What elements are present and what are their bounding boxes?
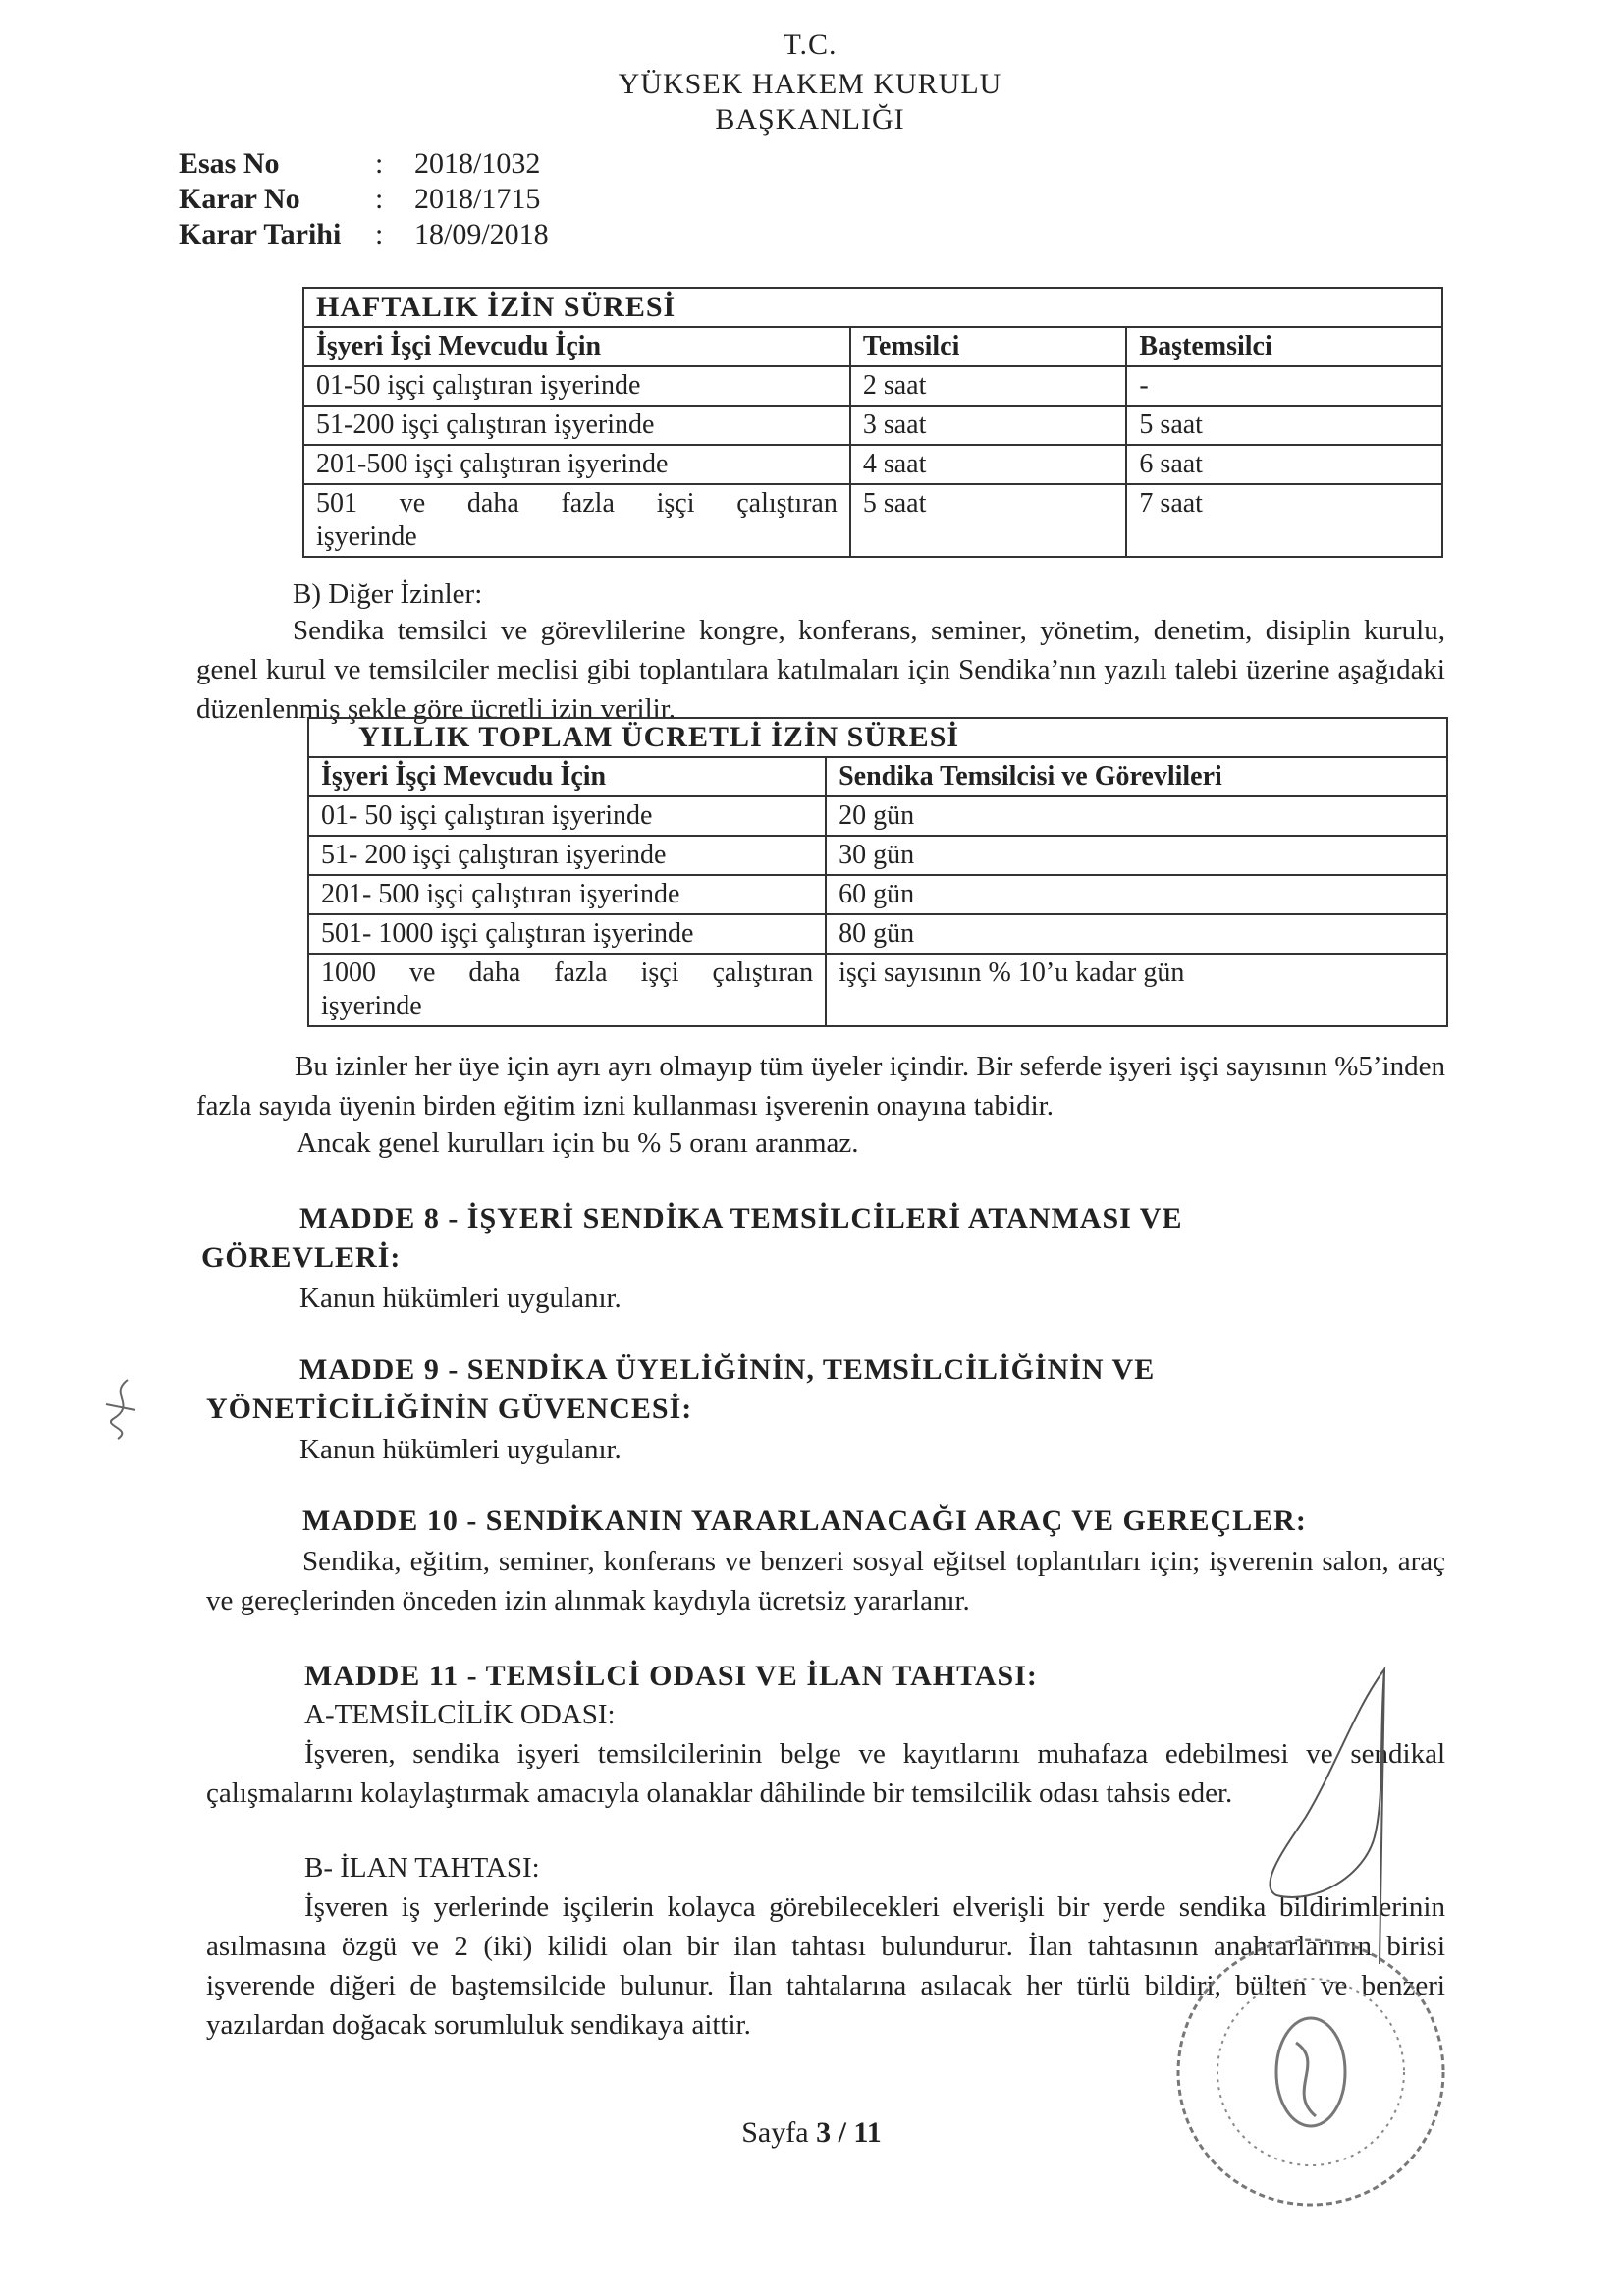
table-row bbox=[303, 406, 1442, 445]
table-cell: 20 gün bbox=[826, 796, 1447, 836]
table-header: İşyeri İşçi Mevcudu İçin bbox=[308, 757, 826, 796]
table-cell: 51-200 işçi çalıştıran işyerinde bbox=[303, 406, 850, 445]
madde-8-title: MADDE 8 - İŞYERİ SENDİKA TEMSİLCİLERİ ATANMASI VE bbox=[299, 1202, 1183, 1234]
table-title: HAFTALIK İZİN SÜRESİ bbox=[303, 288, 1442, 327]
madde-9-text: Kanun hükümleri uygulanır. bbox=[299, 1434, 622, 1465]
page-number bbox=[0, 2116, 1623, 2150]
table-cell: 30 gün bbox=[826, 836, 1447, 875]
table-cell: 80 gün bbox=[826, 914, 1447, 954]
madde-8-text: Kanun hükümleri uygulanır. bbox=[299, 1283, 622, 1314]
header-institution: YÜKSEK HAKEM KURULU bbox=[618, 68, 1002, 100]
table-row bbox=[303, 484, 1442, 557]
table-cell: 51- 200 işçi çalıştıran işyerinde bbox=[308, 836, 826, 875]
meta-sep: : bbox=[375, 183, 384, 215]
table-cell: 3 saat bbox=[850, 406, 1127, 445]
meta-key: Karar No bbox=[179, 183, 300, 215]
table-cell: 501 ve daha fazla işçi çalıştıran işyerinde bbox=[303, 484, 850, 557]
meta-key: Karar Tarihi bbox=[179, 218, 342, 250]
table-cell: 201-500 işçi çalıştıran işyerinde bbox=[303, 445, 850, 484]
table-row bbox=[308, 836, 1447, 875]
table-header: Baştemsilci bbox=[1126, 327, 1442, 366]
meta-karar-no bbox=[179, 183, 540, 216]
table-row bbox=[308, 954, 1447, 1026]
table-cell: 1000 ve daha fazla işçi çalıştıran işyerinde bbox=[308, 954, 826, 1026]
madde-11-a-heading: A-TEMSİLCİLİK ODASI: bbox=[304, 1699, 616, 1730]
table-cell: 4 saat bbox=[850, 445, 1127, 484]
header-tc: T.C. bbox=[783, 28, 838, 61]
table-cell: 5 saat bbox=[1126, 406, 1442, 445]
madde-11-b-heading: B- İLAN TAHTASI: bbox=[304, 1852, 540, 1884]
weekly-leave-table bbox=[302, 287, 1443, 558]
table-cell: 501- 1000 işçi çalıştıran işyerinde bbox=[308, 914, 826, 954]
leave-note-exception: Ancak genel kurulları için bu % 5 oranı aranmaz. bbox=[297, 1127, 859, 1159]
table-row bbox=[303, 445, 1442, 484]
table-cell: 2 saat bbox=[850, 366, 1127, 406]
meta-value: 18/09/2018 bbox=[414, 218, 549, 250]
meta-karar-tarihi bbox=[179, 218, 549, 251]
meta-value: 2018/1032 bbox=[414, 147, 541, 180]
section-b-heading: B) Diğer İzinler: bbox=[293, 578, 483, 610]
table-header: Sendika Temsilcisi ve Görevlileri bbox=[826, 757, 1447, 796]
table-cell: 5 saat bbox=[850, 484, 1127, 557]
madde-9-title: MADDE 9 - SENDİKA ÜYELİĞİNİN, TEMSİLCİLİĞİNİN VE bbox=[299, 1353, 1156, 1386]
annual-leave-table bbox=[307, 717, 1448, 1027]
madde-10-text: Sendika, eğitim, seminer, konferans ve benzeri sosyal eğitsel toplantıları için; işverenin salon, araç ve gereçlerinden önceden izin alınmak kaydıyla ücretsiz yararlanır. bbox=[206, 1546, 1445, 1616]
leave-note-paragraph: Bu izinler her üye için ayrı ayrı olmayıp tüm üyeler içindir. Bir seferde işyeri işçi sayısının %5’inden fazla sayıda üyenin birden eğitim izni kullanması işverenin onayına tabidir. bbox=[196, 1051, 1445, 1121]
page-num: 3 / 11 bbox=[816, 2116, 882, 2149]
table-cell: - bbox=[1126, 366, 1442, 406]
meta-value: 2018/1715 bbox=[414, 183, 541, 215]
madde-11-title: MADDE 11 - TEMSİLCİ ODASI VE İLAN TAHTASI: bbox=[304, 1660, 1038, 1692]
table-row bbox=[308, 796, 1447, 836]
meta-key: Esas No bbox=[179, 147, 280, 180]
meta-sep: : bbox=[375, 218, 384, 250]
table-cell: 7 saat bbox=[1126, 484, 1442, 557]
meta-sep: : bbox=[375, 147, 384, 180]
table-cell: 01- 50 işçi çalıştıran işyerinde bbox=[308, 796, 826, 836]
table-cell: 01-50 işçi çalıştıran işyerinde bbox=[303, 366, 850, 406]
section-b-text: Sendika temsilci ve görevlilerine kongre, konferans, seminer, yönetim, denetim, disiplin kurulu, genel kurul ve temsilciler meclisi gibi toplantılara katılmaları için Sendika’nın yazılı talebi üzerine aşağıdaki düzenlenmiş şekle göre ücretli izin verilir. bbox=[196, 615, 1445, 725]
table-cell: 201- 500 işçi çalıştıran işyerinde bbox=[308, 875, 826, 914]
table-row bbox=[308, 875, 1447, 914]
madde-11-b-text: İşveren iş yerlerinde işçilerin kolayca görebilecekleri elverişli bir yerde sendika bildirimlerinin asılmasına özgü ve 2 (iki) kilidi olan bir ilan tahtası bulundurur. İlan tahtasının anahtarlarının birisi işverende diğeri de baştemsilcide bulunur. İlan tahtalarına asılacak her türlü bildiri, bülten ve benzeri yazılardan doğacak sorumluluk sendikaya aittir. bbox=[206, 1891, 1445, 2041]
table-row bbox=[308, 914, 1447, 954]
page-label: Sayfa bbox=[741, 2116, 809, 2149]
madde-8-title-cont: GÖREVLERİ: bbox=[201, 1241, 402, 1274]
table-header: İşyeri İşçi Mevcudu İçin bbox=[303, 327, 850, 366]
table-row bbox=[303, 366, 1442, 406]
official-stamp-image bbox=[1168, 1925, 1453, 2219]
table-cell: 60 gün bbox=[826, 875, 1447, 914]
table-cell: işçi sayısının % 10’u kadar gün bbox=[826, 954, 1447, 1026]
table-cell: 6 saat bbox=[1126, 445, 1442, 484]
margin-initial-mark bbox=[98, 1375, 147, 1444]
table-header: Temsilci bbox=[850, 327, 1127, 366]
madde-9-title-cont: YÖNETİCİLİĞİNİN GÜVENCESİ: bbox=[206, 1393, 693, 1425]
madde-10-title: MADDE 10 - SENDİKANIN YARARLANACAĞI ARAÇ VE GEREÇLER: bbox=[302, 1504, 1307, 1537]
table-title: YILLIK TOPLAM ÜCRETLİ İZİN SÜRESİ bbox=[308, 718, 1447, 757]
meta-esas-no bbox=[179, 147, 540, 181]
header-office: BAŞKANLIĞI bbox=[715, 103, 905, 136]
madde-11-a-text: İşveren, sendika işyeri temsilcilerinin belge ve kayıtlarını muhafaza edebilmesi ve sendikal çalışmalarını kolaylaştırmak amacıyla olanaklar dâhilinde bir temsilcilik odası tahsis eder. bbox=[206, 1738, 1445, 1809]
